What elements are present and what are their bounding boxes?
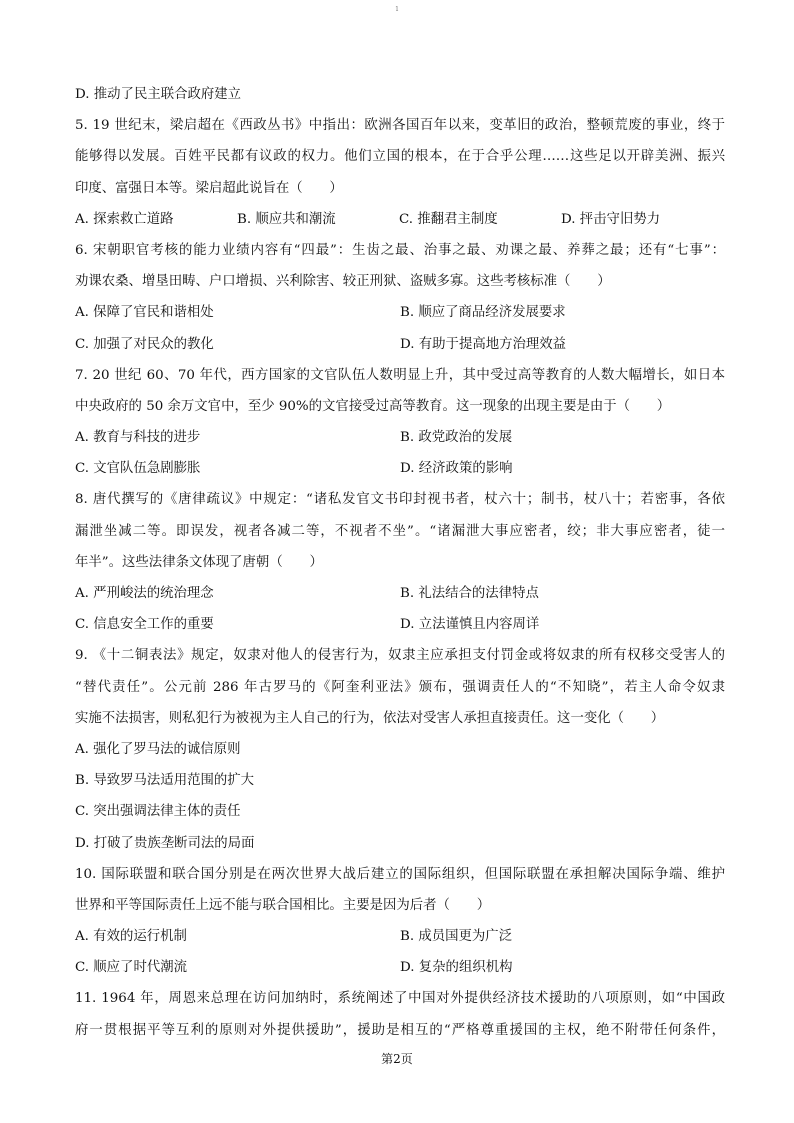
- q9-option-d: D. 打破了贵族垄断司法的局面: [75, 835, 255, 851]
- q8-option-b: B. 礼法结合的法律特点: [400, 586, 539, 601]
- q9-option-a: A. 强化了罗马法的诚信原则: [75, 741, 241, 757]
- q8-options-cd: [75, 609, 725, 640]
- q10-stem-line-1: 10. 国际联盟和联合国分别是在两次世界大战后建立的国际组织，但国际联盟在承担解决国际争端、维护: [75, 866, 725, 882]
- q7-options-cd: [75, 453, 725, 484]
- q8-stem-line-1: 8. 唐代撰写的《唐律疏议》中规定：“诸私发官文书印封视书者，杖六十；制书，杖八十；若密事，各依: [75, 492, 725, 508]
- q8-stem-line-2: 漏泄坐减二等。即误发，视者各减二等，不视者不坐”。“诸漏泄大事应密者，绞；非大事应密者，徒一: [75, 523, 725, 539]
- q5-options: [75, 204, 725, 235]
- q7-option-c: C. 文官队伍急剧膨胀: [75, 461, 201, 477]
- q8-stem-line-3: 年半”。这些法律条文体现了唐朝（ ）: [75, 554, 323, 570]
- q7-option-a: A. 教育与科技的进步: [75, 430, 201, 446]
- q6-option-d: D. 有助于提高地方治理效益: [400, 336, 567, 352]
- q9-stem-line-1: 9. 《十二铜表法》规定，奴隶对他人的侵害行为，奴隶主应承担支付罚金或将奴隶的所有权移交受害人的: [75, 648, 725, 664]
- q5-option-c: C. 推翻君主制度: [399, 211, 498, 227]
- q6-stem-line-2: 劝课农桑、增垦田畴、户口增损、兴利除害、较正刑狱、盗贼多寡。这些考核标准（ ）: [75, 274, 611, 290]
- q5-stem-line-2: 能够得以发展。百姓平民都有议政的权力。他们立国的根本，在于合乎公理……这些足以开辟美洲、振兴: [75, 149, 725, 165]
- q10-option-b: B. 成员国更为广泛: [400, 929, 513, 945]
- q10-options-cd: [75, 952, 725, 983]
- q8-option-c: C. 信息安全工作的重要: [75, 617, 214, 633]
- q4-option-d: D. 推动了民主联合政府建立: [75, 87, 242, 102]
- q10-stem-line-2: 世界和平等国际责任上远不能与联合国相比。主要是因为后者（ ）: [75, 897, 491, 913]
- q7-options-ab: [75, 422, 725, 453]
- q7-option-d: D. 经济政策的影响: [400, 461, 513, 477]
- q7-stem-line-1: 7. 20 世纪 60、70 年代，西方国家的文官队伍人数明显上升，其中受过高等教育的人数大幅增长，如日本: [75, 367, 725, 383]
- q5-option-d: D. 抨击守旧势力: [561, 211, 661, 227]
- q10-option-a: A. 有效的运行机制: [75, 929, 187, 945]
- q9-stem-line-3: 实施不法损害，则私犯行为被视为主人自己的行为，依法对受害人承担直接责任。这一变化（ ）: [75, 710, 665, 726]
- q5-option-b: B. 顺应共和潮流: [237, 211, 336, 227]
- q10-options-ab: [75, 921, 725, 952]
- q6-option-a: A. 保障了官民和谐相处: [75, 305, 214, 321]
- q8-option-a: A. 严刑峻法的统治理念: [75, 586, 214, 601]
- q7-stem-line-2: 中央政府的 50 余万文官中，至少 90%的文官接受过高等教育。这一现象的出现主要是由于（ ）: [75, 398, 671, 414]
- q11-stem-line-1: 11. 1964 年，周恩来总理在访问加纳时，系统阐述了中国对外提供经济技术援助的八项原则，如“中国政: [75, 991, 725, 1007]
- q9-stem-line-2: “替代责任”。公元前 286 年古罗马的《阿奎利亚法》颁布，强调责任人的“不知晓”，若主人命令奴隶: [75, 679, 725, 695]
- q6-option-c: C. 加强了对民众的教化: [75, 336, 214, 352]
- page-number: 第2页: [381, 1052, 413, 1066]
- q6-option-b: B. 顺应了商品经济发展要求: [400, 305, 566, 321]
- q9-option-b: B. 导致罗马法适用范围的扩大: [75, 773, 255, 789]
- q8-option-d: D. 立法谨慎且内容周详: [400, 617, 540, 633]
- q6-options-ab: [75, 297, 725, 328]
- q5-option-a: A. 探索救亡道路: [75, 211, 174, 227]
- q8-options-ab: [75, 578, 725, 609]
- q10-option-d: D. 复杂的组织机构: [400, 960, 513, 976]
- q11-stem-line-2: 府一贯根据平等互利的原则对外提供援助”，援助是相互的“严格尊重援国的主权，绝不附带任何条件，: [75, 1022, 725, 1038]
- q10-option-c: C. 顺应了时代潮流: [75, 960, 188, 976]
- q9-option-c: C. 突出强调法律主体的责任: [75, 804, 241, 820]
- q6-options-cd: [75, 329, 725, 360]
- q5-stem-line-1: 5. 19 世纪末，梁启超在《西政丛书》中指出：欧洲各国百年以来，变革旧的政治，整顿荒废的事业，终于: [75, 118, 725, 134]
- q7-option-b: B. 政党政治的发展: [400, 430, 513, 446]
- header-mark: 1: [395, 6, 399, 13]
- q6-stem-line-1: 6. 宋朝职官考核的能力业绩内容有“四最”：生齿之最、治事之最、劝课之最、养葬之最；还有“七事”：: [75, 242, 725, 258]
- page-content: [75, 79, 725, 1046]
- q5-stem-line-3: 印度、富强日本等。梁启超此说旨在（ ）: [75, 180, 343, 196]
